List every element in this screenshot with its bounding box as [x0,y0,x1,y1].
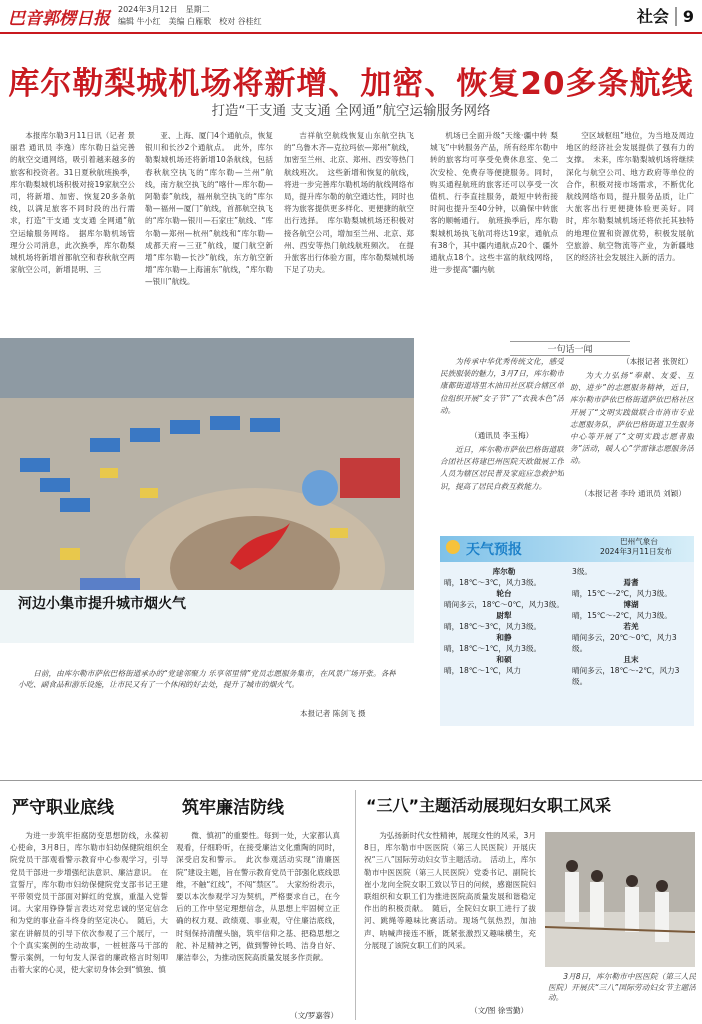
weather-city-hejing: 和静 晴，18℃～1℃，风力3级。 [444,633,542,653]
header-rule [0,32,702,34]
weather-city-yuli: 尉犁 晴，18℃～3℃，风力3级。 [444,611,542,631]
market-photo [0,338,414,643]
integrity-headline-a: 严守职业底线 [12,798,114,818]
weather-city-ruoqiang: 若羌 晴间多云，20℃～0℃，风力3级。 [572,622,677,653]
staff-line: 编辑 牛小红 美编 白雁歌 校对 谷桂红 [118,17,262,26]
weather-city-yanqi: 焉耆 晴，15℃～-2℃，风力3级。 [572,578,672,598]
weather-right-col [572,566,690,687]
weather-city-heshuo: 和硕 晴，18℃～1℃，风力 [444,655,522,675]
photo-caption: 日前，由库尔勒市萨依巴格街道承办的“党建邻聚力 乐享邻里情”党员志愿服务集市，在风景广场开张。各种小吃、副食品和游乐设施，让市民又有了一个休闲的好去处，提升了城市的烟火气。 [18,669,396,689]
brief-item-1: 为传承中华优秀传统文化，感受民族服装的魅力，3月7日，库尔勒市康都街道塔里木油田社区联合辖区单位组织开展“女子节”了“衣我本色”活动。 [440,357,564,415]
lead-subheadline: 打造“干支通 支支通 全网通”航空运输服务网络 [211,103,491,119]
section-divider [0,780,702,781]
photo-title: 河边小集市提升城市烟火气 [18,596,186,612]
lead-headline: 库尔勒梨城机场将新增、加密、恢复20多条航线 [8,66,694,102]
lead-col-5: 空区域枢纽”地位，为当地及周边地区的经济社会发展提供了强有力的支撑。 未来，库尔勒梨城机场将继续深化与航空公司、地方政府等单位的合作，积极对接市场需求，不断优化航线网络布局，提升服务品质，让广大旅客出行更便捷体验更美好。同时，库尔勒梨城机场还将依托其独特的地理位置和资源优势，积极发展航空旅游、航空物流等产业，为新疆地区的经济社会发展注入新的活力。 [566,131,694,263]
weather-right-top: 3级。 [572,567,593,576]
lead-col-4: 机场已全面升级“天缘·疆中转 梨城飞”中转服务产品，所有经库尔勒中转的旅客均可享受免费休息室、免二次安检、免费存等便捷服务。同时，购买通程航班的旅客还可以享受一次值机、行李直挂服务，最短中转衔接时间也提升至40分钟，以确保中转旅客的顺畅通行。 航班换季后，库尔勒梨城机场执飞航司将达19家，通航点有38个，其中疆内通航点20个、疆外通航点18个。这些丰富的航线网络，进一步提高“疆内航 [430,131,558,275]
womens-day-credit: （文/图 徐雪勤） [470,1006,529,1015]
photo-caption-box [0,590,414,643]
news-briefs [440,338,694,534]
lead-col-3: 吉祥航空航线恢复山东航空执飞的“乌鲁木齐—克拉玛依—郑州”航线，加密至兰州、北京、郑州、西安等热门航线班次。 这些新增和恢复的航线，将进一步完善库尔勒机场的航线网络布局，提升库尔勒的航空通达性，同时也将为旅客提供更多样化、更便捷的航空出行选择。 库尔勒梨城机场还积极对接各航空公司，增加至兰州、北京、郑州、西安等热门航线航班频次。 在提升旅客出行体验方面，库尔勒梨城机场下足了功夫。 [284,131,414,275]
sun-icon [446,540,460,554]
weather-city-korla: 库尔勒 晴，18℃～3℃，风力3级。 [444,567,542,587]
integrity-col-1: 为进一步筑牢拒腐防变思想防线，永葆初心使命，3月8日，库尔勒市妇幼保健院组织全院党员干部观看警示教育中心参观学习，引导党员干部进一步增强纪法意识、廉洁意识。 在宣誓厅，库尔勒市妇幼保健院党支部书记王建平带领党员干部面对鲜红的党旗，重温入党誓词。大家用铮铮誓言表达对党忠诚的坚定信念和为党的事业奋斗终身的坚定决心。 随后，大家在讲解员的引导下依次参观了三个展厅，一个个真实案例的生动故事，一桩桩落马干部的警示案例，一句句发人深省的廉政格言时刻叩击着大家的心灵，使大家切身体会到“慎独、慎 [10,831,168,975]
page-number: 9 [675,7,694,26]
brief-item-3: 为大力弘扬“奉献、友爱、互助、进步”的志愿服务精神，近日，库尔勒市萨依巴格街道萨依巴格社区开展了“文明实践做联合市消市专业志愿服务队，萨依巴格街道卫生服务中心等开展了“文明实践志愿者服务”活动，暖人心”学雷锋志愿服务活动。 [570,371,694,466]
integrity-credit: （文/罗嘉蓉） [290,1011,339,1020]
photo-credit: 本报记者 陈剑飞 摄 [300,709,366,718]
tug-photo-caption: 3月8日，库尔勒市中医医院（第三人民医院）开展庆“三八”国际劳动妇女节主题活动。 [548,972,696,1002]
brief-credit-1: （本报记者 张贺红） [622,357,693,366]
brief-credit-3: （本报记者 李玲 通讯员 刘颖） [580,489,686,498]
integrity-headline-b: 筑牢廉洁防线 [182,798,284,818]
newspaper-logo: 巴音郭楞日报 [8,9,110,29]
weather-box [440,536,694,726]
section-label [637,4,694,27]
womens-day-col: 为弘扬新时代女性精神，展现女性的风采，3月8日，库尔勒市中医医院（第三人民医院）开展庆祝“三八”国际劳动妇女节主题活动。 活动上，库尔勒市中医医院（第三人民医院）党委书记、副院长崔小龙向全院女职工致以节日的问候，感谢医院妇联组织和女职工们为推进医院高质量发展和谐稳定作出的积极贡献。 随后，全院妇女职工进行了拔河、跳绳等趣味比赛活动。现场气氛热烈，加油声、呐喊声接连不断，既紧张激烈又趣味横生，充分展现了该院女职工们的风采。 [364,831,536,950]
integrity-col-2: 微、慎初”的重要性。每到一处，大家都认真观看，仔细聆听，在接受廉洁文化熏陶的同时，深受启发和警示。 此次参观活动实现“清廉医院”建设主题，旨在警示教育党员干部强化底线思维，不触“红线”，不闯“禁区”。 大家纷纷表示，要以本次参观学习为契机，严格要求自己，在今后的工作中坚定理想信念，从思想上牢固树立正确的权力观、政绩观、事业观，守住廉洁底线，时刻保持清醒头脑，筑牢信仰之基、把稳思想之舵、补足精神之钙，做到警钟长鸣、洁身自好、廉洁奉公，为推动医院高质量发展多作贡献。 [176,831,340,963]
womens-day-headline: “三八”主题活动展现妇女职工风采 [366,796,612,815]
brief-credit-2: （通讯员 李玉梅） [470,431,534,440]
tug-of-war-illustration [545,832,695,967]
weather-issuer: 巴州气象台 [620,537,658,546]
issue-date: 2024年3月12日 星期二 [118,5,210,14]
weather-city-qiemo: 且末 晴间多云，18℃～-2℃，风力3级。 [572,655,680,686]
lead-col-2: 亚、上海、厦门4个通航点，恢复银川和长沙2个通航点。 此外，库尔勒梨城机场还将新增10条航线，包括春秋航空执飞的“库尔勒—兰州”航线，南方航空执飞的“喀什—库尔勒—阿勒泰”航线，福州航空执飞的“库尔勒—福州—厦门”航线，首都航空执飞的“库尔勒—银川—石家庄”航线、“库尔勒—郑州—杭州”航线和“库尔勒—成都天府—三亚”航线，厦门航空新增“库尔勒—长沙”航线，东方航空新增“库尔勒—上海浦东”航线，“库尔勒—银川”航线。 [145,131,273,287]
weather-city-bohu: 博湖 晴，15℃～-2℃，风力3级。 [572,600,672,620]
lead-col-1: 本报库尔勒3月11日讯（记者 景丽君 通讯员 李逸）库尔勒日益完善的航空交通网络，吸引着越来越多的旅客和投资者。31日夏秋航班换季，库尔勒梨城机场积极对接19家航空公司，将新增、加密、恢复20多条航线，以满足旅客不同时段的出行需求，打造“干支通 支支通 全网通”航空运输服务网络。 据库尔勒机场管理分公司消息，此次换季，库尔勒梨城机场将新增首都航空和春秋航空两家航空公司，新增昆明、三 [10,131,135,275]
brief-item-2: 近日，库尔勒市萨依巴格街道联合团社区将建巴州医院天欧做展工作人员为辖区居民普及家庭应急救护知识，提高了居民自救互救能力。 [440,445,564,491]
weather-city-luntai: 轮台 晴间多云，18℃～0℃，风力3级。 [444,589,564,609]
column-divider [355,790,356,1020]
weather-title: 天气预报 [466,542,522,558]
tug-of-war-photo [545,832,695,967]
weather-issue-date: 2024年3月11日发布 [600,547,672,556]
briefs-heading: 一句话一闻 [510,341,630,356]
section-name: 社会 [636,7,669,26]
weather-left-col [444,566,564,676]
